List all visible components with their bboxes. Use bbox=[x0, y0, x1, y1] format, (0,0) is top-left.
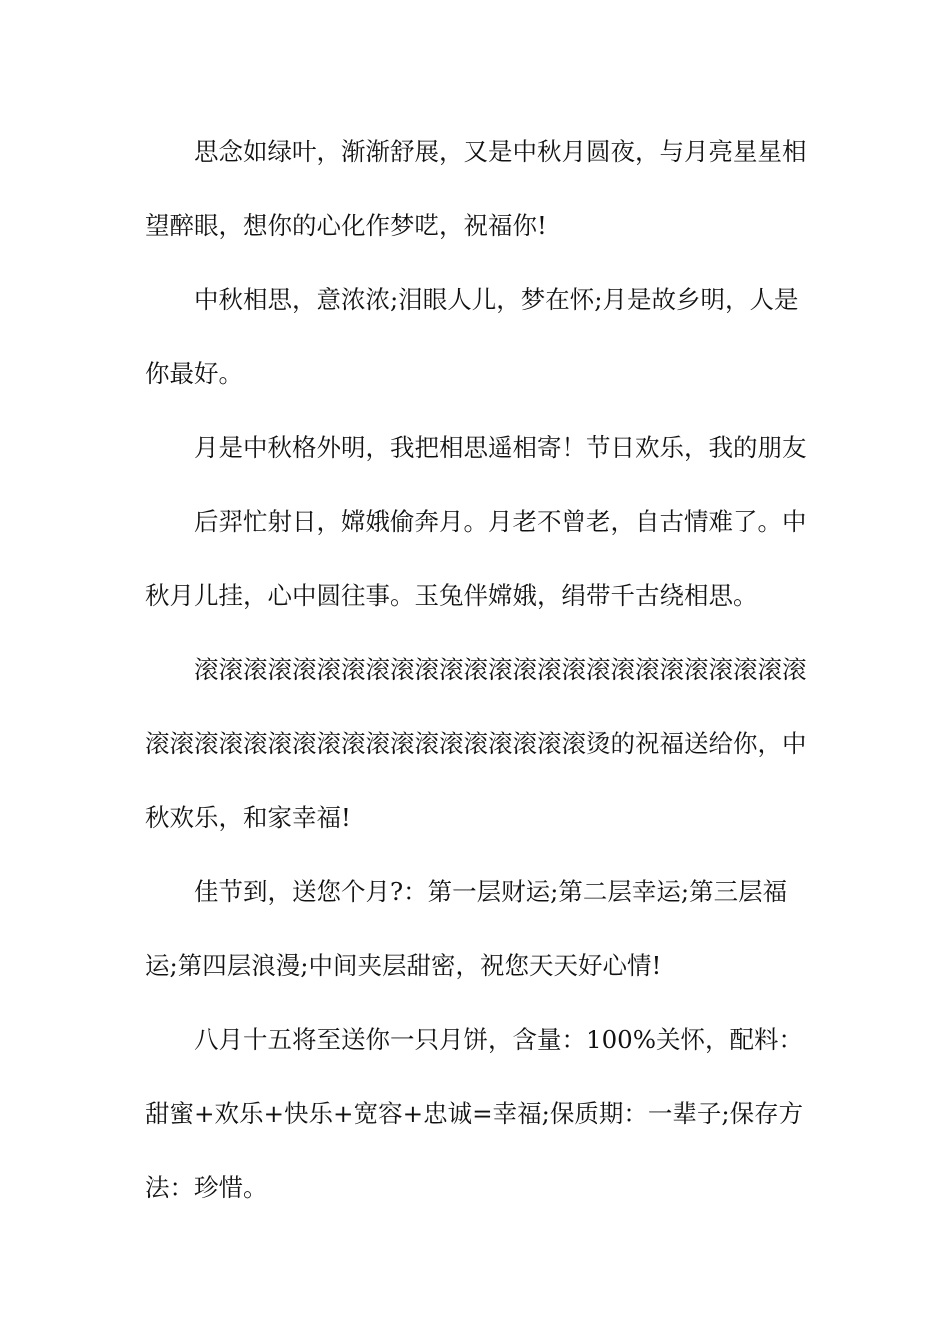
paragraph-mooncake-layers: 佳节到，送您个月?：第一层财运;第二层幸运;第三层福运;第四层浪漫;中间夹层甜密，祝您天天好心情! bbox=[145, 877, 788, 980]
paragraph-bright-moon: 月是中秋格外明，我把相思遥相寄！节日欢乐，我的朋友 bbox=[194, 433, 807, 462]
document-body bbox=[145, 115, 810, 1225]
paragraph-longing: 中秋相思，意浓浓;泪眼人儿，梦在怀;月是故乡明，人是你最好。 bbox=[145, 285, 799, 388]
paragraph-houyi-change: 后羿忙射日，嫦娥偷奔月。月老不曾老，自古情难了。中秋月儿挂，心中圆往事。玉兔伴嫦娥，绢带千古绕相思。 bbox=[145, 507, 807, 610]
paragraph-rolling-blessing: 滚滚滚滚滚滚滚滚滚滚滚滚滚滚滚滚滚滚滚滚滚滚滚滚滚滚滚滚滚滚滚滚滚滚滚滚滚滚滚滚滚滚滚烫的祝福送给你，中秋欢乐，和家幸福! bbox=[145, 655, 807, 832]
paragraph-mooncake-recipe: 八月十五将至送你一只月饼，含量：100%关怀，配料：甜蜜+欢乐+快乐+宽容+忠诚=幸福;保质期：一辈子;保存方法：珍惜。 bbox=[145, 1025, 804, 1202]
paragraph-greeting-leaves: 思念如绿叶，渐渐舒展，又是中秋月圆夜，与月亮星星相望醉眼，想你的心化作梦呓，祝福你! bbox=[145, 137, 807, 240]
